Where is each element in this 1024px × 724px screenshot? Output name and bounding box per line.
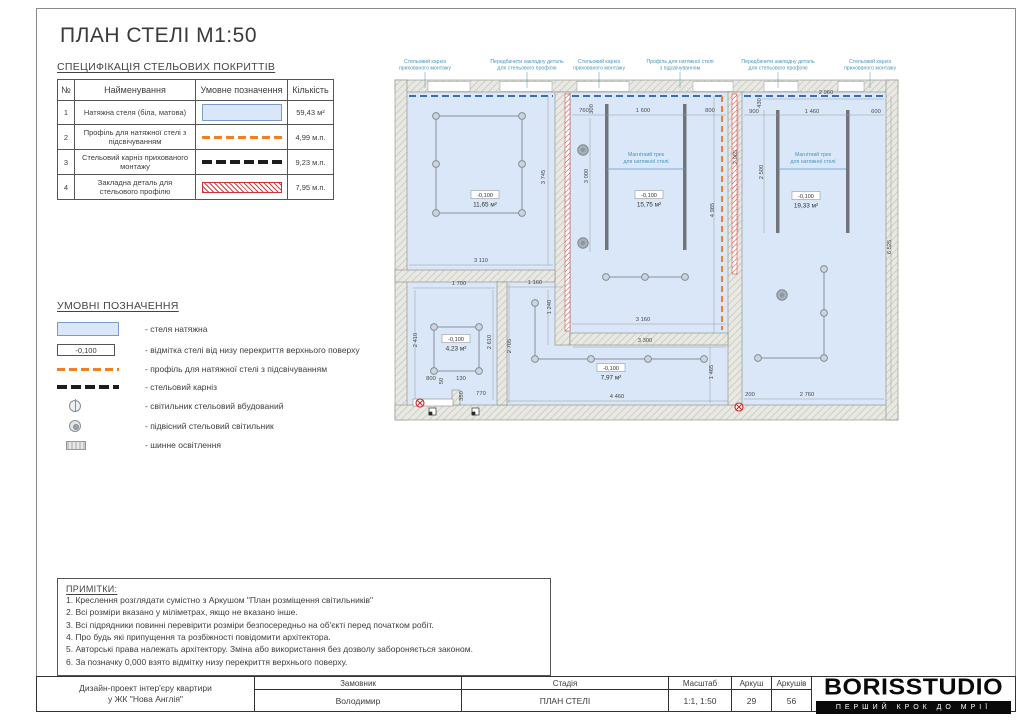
legend-label: - світильник стельовий вбудований	[145, 401, 284, 411]
magnetic-track-label: Магнітний трек	[627, 152, 665, 158]
legend-label: - відмітка стелі від низу перекриття верхнього поверху	[145, 345, 360, 355]
spec-row-qty: 4,99 м.п.	[288, 125, 334, 150]
plan-callout-label: прихованого монтажу	[398, 65, 452, 72]
plan-callout-label: для стельового профілю	[497, 65, 557, 72]
recessed-light	[755, 355, 762, 362]
customer-label: Замовник	[255, 677, 461, 690]
dimension-label: 4 460	[609, 394, 625, 400]
notes-box	[57, 578, 551, 676]
spec-row-num: 4	[58, 175, 75, 200]
recessed-light	[431, 368, 438, 375]
spec-col-name: Найменування	[75, 80, 196, 101]
dimension-label: 2 960	[818, 90, 834, 96]
plan-callout-label: для стельового профілю	[748, 65, 808, 72]
legend-symbol-wrap	[57, 344, 145, 356]
note-line: 6. За позначку 0,000 взято відмітку низу перекриття верхнього поверху.	[66, 656, 348, 667]
red-hatch-symbol	[202, 182, 282, 193]
dimension-label: 1 600	[635, 108, 651, 114]
stage-cell	[462, 677, 669, 711]
level-mark: -0,100	[798, 194, 814, 200]
title-block	[36, 673, 1016, 712]
magnetic-track-label: Магнітний трек	[794, 152, 832, 158]
level-mark: -0,100	[448, 337, 464, 343]
spec-row-symbol	[196, 125, 288, 150]
sheet-value: 29	[746, 695, 757, 706]
project-line1: Дизайн-проект інтер'єру квартири	[79, 682, 212, 693]
dimension-label: 2 410	[413, 332, 419, 348]
black-dashed-symbol	[202, 160, 282, 164]
pendant-light-inner	[581, 241, 585, 245]
dimension-label: 1 700	[451, 281, 467, 287]
room-area-label: 4,23 м²	[445, 345, 467, 353]
note-line: 5. Авторські права належать архітектору. Зміна або використання без дозволу забороняється законом.	[66, 644, 473, 655]
legend	[57, 300, 387, 450]
plan-callout-label: Передбачити закладну деталь	[490, 59, 564, 65]
black-dashed-icon	[57, 385, 119, 389]
room-area-label: 15,75 м²	[636, 201, 662, 209]
dimension-label: 900	[749, 109, 759, 115]
spec-table-heading: СПЕЦИФІКАЦІЯ СТЕЛЬОВИХ ПОКРИТТІВ	[57, 61, 276, 73]
spec-col-symbol: Умовне позначення	[196, 80, 288, 101]
dimension-label: 130	[456, 376, 466, 382]
customer-value: Володимир	[335, 695, 381, 706]
recessed-light	[519, 161, 526, 168]
orange-dashed-symbol	[202, 136, 282, 139]
dimension-label: 2 610	[487, 334, 493, 350]
dimension-label: 800	[426, 376, 436, 382]
dimension-label: 3 160	[635, 317, 651, 323]
spec-row-symbol	[196, 175, 288, 200]
spec-row-symbol	[196, 101, 288, 125]
level-mark-icon: -0,100	[57, 344, 115, 356]
recessed-light	[519, 113, 526, 120]
spec-col-qty: Кількість	[288, 80, 334, 101]
sheet-label: Аркуш	[732, 677, 771, 690]
note-line: 1. Креслення розглядати сумістно з Аркушом "План розміщення світильників"	[66, 595, 374, 605]
recessed-light	[642, 274, 649, 281]
level-mark: -0,100	[477, 193, 493, 199]
recessed-light	[682, 274, 689, 281]
dimension-label: 600	[871, 109, 881, 115]
recessed-light	[431, 324, 438, 331]
recessed-light	[476, 324, 483, 331]
customer-cell	[255, 677, 462, 711]
logo-tagline: ПЕРШИЙ КРОК ДО МРІЇ	[816, 701, 1011, 714]
dimension-label: 2 500	[759, 164, 765, 180]
plan-callout-label: Стельовий карніз	[849, 59, 891, 65]
recessed-light	[821, 266, 828, 273]
room-area-label: 11,65 м²	[473, 201, 497, 209]
spec-row-num: 2	[58, 125, 75, 150]
recessed-light	[645, 356, 652, 363]
recessed-light	[588, 356, 595, 363]
legend-label: - стельовий карніз	[145, 382, 218, 392]
spec-row	[58, 175, 334, 200]
recessed-light	[603, 274, 610, 281]
legend-item	[57, 322, 387, 336]
spec-row-symbol	[196, 150, 288, 175]
dimension-label: 1 240	[547, 299, 553, 315]
spec-row	[58, 150, 334, 175]
plan-callout-label: Стельовий карніз	[404, 59, 446, 65]
spec-row-qty: 7,95 м.п.	[288, 175, 334, 200]
dimension-label: 4 985	[710, 202, 716, 218]
dimension-label: 3 300	[637, 338, 653, 344]
dimension-label: 300	[589, 104, 595, 114]
ceiling-plan	[393, 53, 911, 425]
note-line: 3. Всі підрядники повинні перевірити розміри безпосередньо на об'єкті перед початком робіт.	[66, 619, 434, 630]
recessed-light-icon	[69, 400, 81, 412]
stage-value: ПЛАН СТЕЛІ	[539, 695, 591, 706]
spec-row	[58, 125, 334, 150]
legend-item	[57, 364, 387, 374]
dimension-label: 6 525	[887, 239, 893, 255]
logo-text: BORISSTUDIO	[823, 673, 1004, 700]
recessed-light	[532, 300, 539, 307]
dimension-label: 1 160	[527, 280, 543, 286]
pendant-light-inner	[581, 148, 585, 152]
note-line: 2. Всі розміри вказано у міліметрах, якщо не вказано інше.	[66, 607, 298, 618]
dimension-label: 800	[705, 108, 715, 114]
recessed-light	[821, 355, 828, 362]
spec-row-name: Стельовий карніз прихованого монтажу	[75, 150, 196, 175]
dimension-label: 2 705	[507, 338, 513, 354]
plan-callout-label: прихованого монтажу	[843, 65, 897, 72]
recessed-light	[433, 161, 440, 168]
project-name	[37, 677, 255, 711]
dimension-label: 3 000	[584, 168, 590, 184]
dimension-label: 430	[757, 98, 763, 108]
track-light-icon	[66, 441, 86, 450]
sheet-number-cell	[732, 677, 772, 711]
dimension-label: 1 460	[804, 109, 820, 115]
sheets-total-cell	[772, 677, 812, 711]
blue-fill-icon	[57, 322, 119, 336]
level-mark: -0,100	[641, 193, 657, 199]
dimension-label: 2 965	[733, 149, 739, 165]
legend-label: - профіль для натяжної стелі з підсвічуванням	[145, 364, 328, 374]
legend-symbol-wrap	[57, 322, 145, 336]
spec-table-body	[58, 101, 334, 200]
page-title: ПЛАН СТЕЛІ М1:50	[60, 24, 257, 47]
recessed-light	[433, 113, 440, 120]
spec-row	[58, 101, 334, 125]
legend-symbol-wrap	[57, 385, 145, 389]
sheets-label: Аркушів	[772, 677, 811, 690]
legend-item	[57, 420, 387, 432]
studio-logo	[812, 673, 1015, 711]
legend-symbol-wrap	[57, 400, 145, 412]
scale-cell	[669, 677, 732, 711]
recessed-light	[433, 210, 440, 217]
level-mark: -0,100	[603, 366, 619, 372]
legend-item	[57, 344, 387, 356]
legend-symbol-wrap	[57, 368, 145, 371]
legend-label: - стеля натяжна	[145, 324, 208, 334]
orange-dashed-icon	[57, 368, 119, 371]
dimension-label: 350	[459, 391, 465, 401]
spec-row-num: 3	[58, 150, 75, 175]
recessed-light	[701, 356, 708, 363]
spec-row-name: Профіль для натяжної стелі з підсвічуванням	[75, 125, 196, 150]
plan-callout-label: прихованого монтажу	[572, 65, 626, 72]
spec-table-header	[58, 80, 334, 101]
note-line: 4. Про будь які припущення та розбіжності повідомити архітектора.	[66, 631, 331, 642]
dimension-label: 50	[439, 377, 445, 385]
legend-symbol-wrap	[57, 441, 145, 450]
notes-lines	[66, 594, 542, 668]
plan-callout-label: Профіль для натяжної стелі	[646, 59, 714, 65]
scale-value: 1:1, 1:50	[683, 695, 717, 706]
legend-heading: УМОВНІ ПОЗНАЧЕННЯ	[57, 300, 179, 312]
recessed-light	[821, 310, 828, 317]
blue-fill-symbol	[202, 104, 282, 121]
legend-items	[57, 322, 387, 450]
legend-label: - підвісний стельовий світильник	[145, 421, 274, 431]
legend-item	[57, 382, 387, 392]
spec-table	[57, 79, 334, 200]
room-area-label: 7,97 м²	[600, 374, 622, 382]
dimension-label: 3 110	[473, 258, 489, 264]
dimension-label: 200	[745, 392, 755, 398]
pendant-light-icon	[69, 420, 81, 432]
dimension-label: 1 465	[709, 364, 715, 380]
legend-symbol-wrap	[57, 420, 145, 432]
magnetic-track-label: для натяжної стелі	[623, 159, 669, 165]
plan-callout-label: Передбачити закладну деталь	[741, 59, 815, 65]
legend-item	[57, 400, 387, 412]
legend-label: - шинне освітлення	[145, 440, 222, 450]
spec-col-num: №	[58, 80, 75, 101]
plan-callout-label: з підсвічуванням	[659, 65, 701, 72]
notes-heading: ПРИМІТКИ:	[66, 584, 118, 594]
spec-row-name: Натяжна стеля (біла, матова)	[75, 101, 196, 125]
spec-row-name: Закладна деталь для стельового профілю	[75, 175, 196, 200]
spec-row-num: 1	[58, 101, 75, 125]
plan-callout-label: Стельовий карніз	[578, 59, 620, 65]
scale-label: Масштаб	[669, 677, 731, 690]
spec-row-qty: 59,43 м²	[288, 101, 334, 125]
dimension-label: 2 760	[799, 392, 815, 398]
project-line2: у ЖК "Нова Англія"	[108, 694, 183, 704]
dimension-label: 760	[579, 108, 589, 114]
dimension-label: 3 745	[541, 169, 547, 185]
room-area-label: 19,33 м²	[793, 202, 819, 210]
recessed-light	[519, 210, 526, 217]
recessed-light	[532, 356, 539, 363]
pendant-light-inner	[780, 293, 784, 297]
stage-label: Стадія	[462, 677, 668, 690]
recessed-light	[476, 368, 483, 375]
spec-row-qty: 9,23 м.п.	[288, 150, 334, 175]
legend-item	[57, 440, 387, 450]
dimension-label: 770	[476, 391, 486, 397]
magnetic-track-label: для натяжної стелі	[790, 159, 836, 165]
sheets-value: 56	[786, 695, 797, 706]
